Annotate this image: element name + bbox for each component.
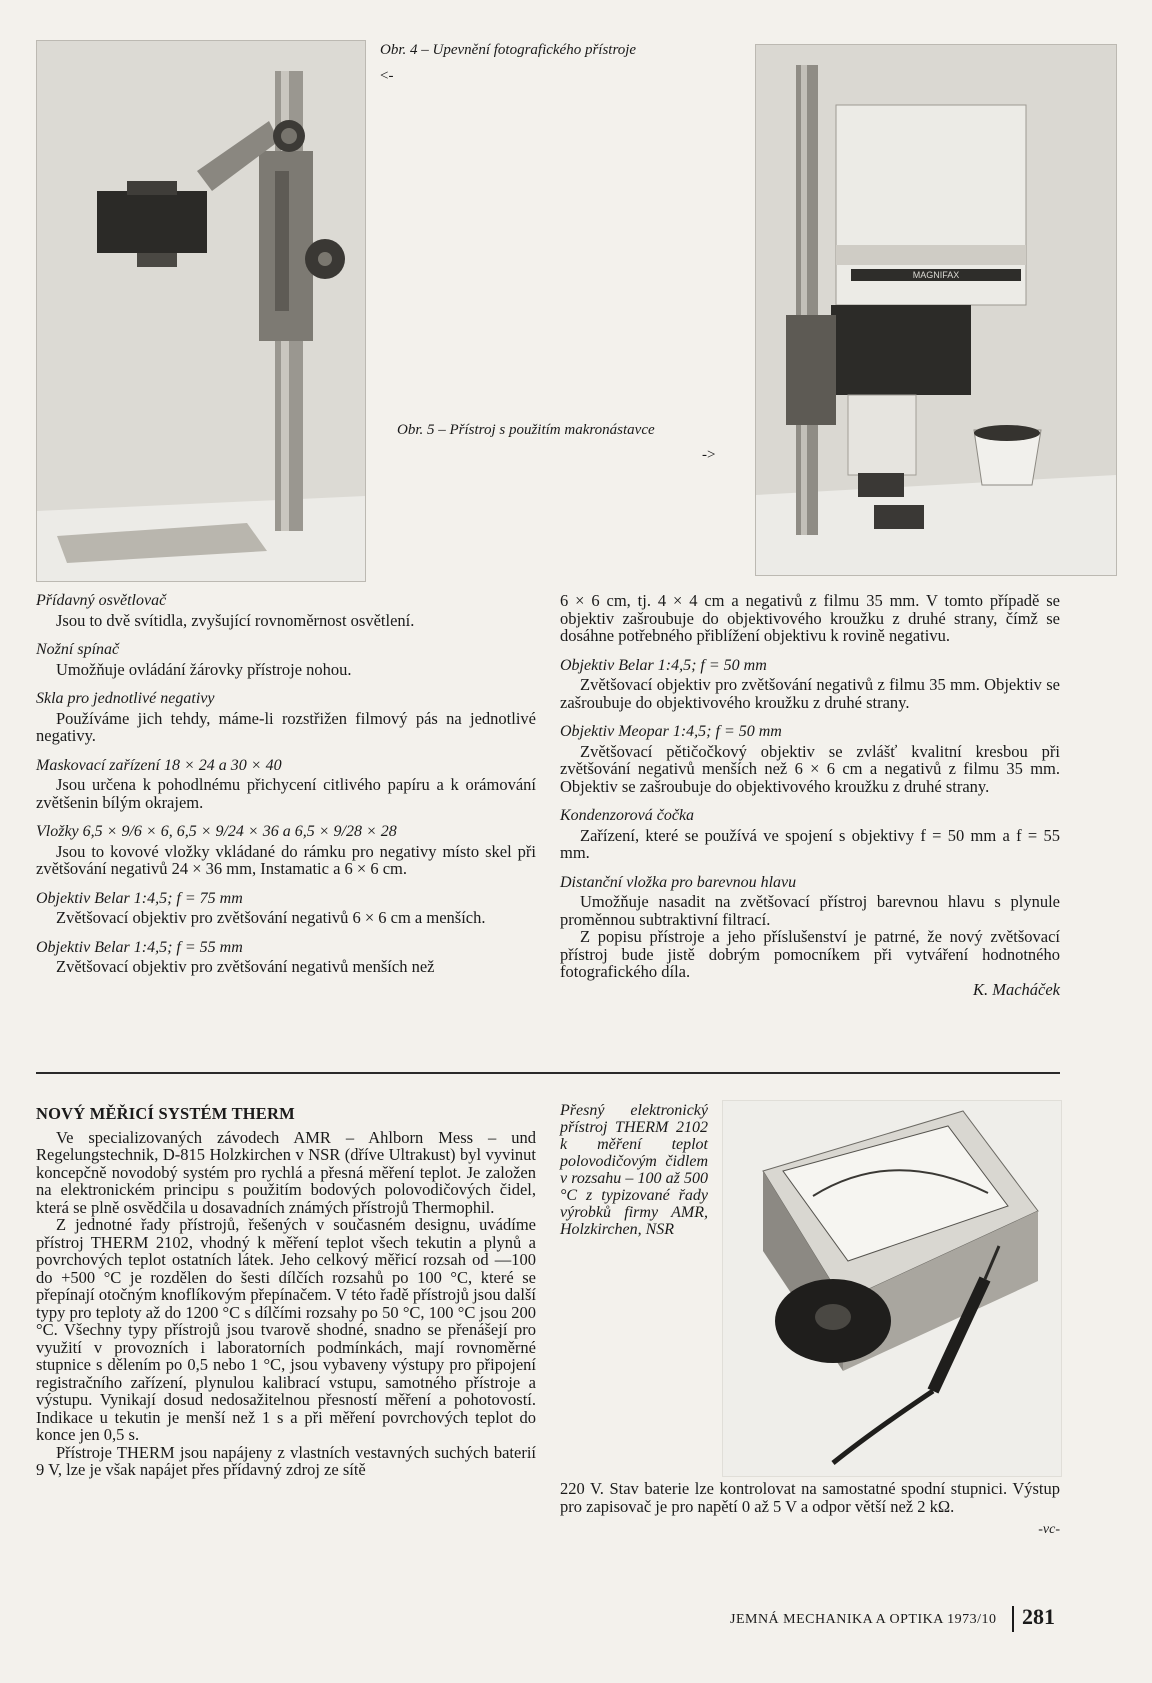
section-heading: Skla pro jednotlivé negativy xyxy=(36,690,215,707)
section-heading: Přídavný osvětlovač xyxy=(36,592,167,609)
section-heading: Nožní spínač xyxy=(36,641,120,658)
page-number: 281 xyxy=(1022,1604,1055,1629)
author-signature: K. Macháček xyxy=(972,979,1060,999)
therm-article xyxy=(36,1105,536,1479)
thermometer-instrument-illustration xyxy=(723,1101,1061,1476)
closing-text: Z popisu přístroje a jeho příslušenství je patrné, že nový zvětšovací přístroj bude jistě dobrým pomocníkem při vytváření hodnotného fotografického díla. xyxy=(560,927,1060,981)
article-paragraph: Přístroje THERM jsou napájeny z vlastních vestavných suchých baterií 9 V, lze je však napájet přes přídavný zdroj ze sítě xyxy=(36,1442,536,1479)
section-heading: Objektiv Belar 1:4,5; f = 75 mm xyxy=(36,889,243,907)
section-text: Zvětšovací objektiv pro zvětšování negativů 6 × 6 cm a menších. xyxy=(56,908,486,927)
figure-5-photo xyxy=(755,44,1117,576)
figure-5-arrow: -> xyxy=(702,447,716,463)
left-column xyxy=(36,592,536,976)
section-text: Zvětšovací objektiv pro zvětšování negativů z filmu 35 mm. Objektiv se zašroubuje do objektivového kroužku z druhé strany. xyxy=(560,675,1060,712)
figure-4-photo xyxy=(36,40,366,582)
section-text: Umožňuje nasadit na zvětšovací přístroj barevnou hlavu s plynule proměnnou subtraktivní filtrací. xyxy=(560,892,1060,929)
therm-photo-caption: Přesný elektronický přístroj THERM 2102 k měření teplot polovodičovým čidlem v rozsahu – 100 až 500 °C z typizované řady výrobků firmy AMR, Holzkirchen, NSR xyxy=(560,1102,708,1238)
section-text: Zvětšovací objektiv pro zvětšování negativů menších než xyxy=(56,957,435,976)
figure-4-arrow: <- xyxy=(380,68,394,84)
section-heading: Distanční vložka pro barevnou hlavu xyxy=(560,873,797,891)
section-heading: Kondenzorová čočka xyxy=(560,807,695,824)
section-text: Jsou určena k pohodlnému přichycení citlivého papíru a k orámování zvětšenin bílým okrajem. xyxy=(36,775,536,812)
section-text: Zvětšovací pětičočkový objektiv se zvlášť kvalitní kresbou při zvětšování negativů menších než 6 × 6 cm a negativů z filmu 35 mm. Objektiv se zašroubuje do objektivového kroužku z druhé strany. xyxy=(560,741,1060,796)
section-text: Umožňuje ovládání žárovky přístroje nohou. xyxy=(56,659,352,679)
continuation-text: 6 × 6 cm, tj. 4 × 4 cm a negativů z filmu 35 mm. V tomto případě se objektiv zašroubuje do objektivového kroužku z druhé strany, čímž se dosáhne potřebného přiblížení objektivu k rovině negativu. xyxy=(560,591,1060,645)
article-paragraph: Ve specializovaných závodech AMR – Ahlborn Mess – und Regelungstechnik, D-815 Holzkirchen v NSR (dříve Ultrakust) byl vyvinut koncepčně novodobý systém pro rychlá a přesná měření teplot. Je založen na elektronickém principu s použitím bodových polovodičových čidel, která se plně osvědčila u dosavadních známých přístrojů Thermophil. xyxy=(36,1127,536,1217)
journal-footer: JEMNÁ MECHANIKA A OPTIKA 1973/10 xyxy=(730,1612,997,1627)
magnifax-label: MAGNIFAX xyxy=(912,270,960,280)
section-text: Používáme jich tehdy, máme-li rozstřižen filmový pás na jednotlivé negativy. xyxy=(36,708,536,745)
therm-continuation xyxy=(560,1480,1060,1539)
author-signature: -vc- xyxy=(1038,1522,1060,1537)
figure-5-caption: Obr. 5 – Přístroj s použitím makronástavce xyxy=(397,422,655,438)
therm-photo xyxy=(722,1100,1062,1477)
section-heading: Objektiv Belar 1:4,5; f = 55 mm xyxy=(36,938,243,956)
section-text: Zařízení, které se používá ve spojení s objektivy f = 50 mm a f = 55 mm. xyxy=(560,825,1060,862)
article-title: NOVÝ MĚŘICÍ SYSTÉM THERM xyxy=(36,1104,295,1123)
signature-line xyxy=(560,981,1060,999)
right-column xyxy=(560,592,1060,998)
article-paragraph: Z jednotné řady přístrojů, řešených v současném designu, uvádíme přístroj THERM 2102, vhodný k měření teplot všech tekutin a plynů a povrchových teplot ostatních látek. Jeho celkový měřicí rozsah od —100 do +500 °C je rozdělen do šesti dílčích rozsahů po 100 °C, které se přepínají otočným knoflíkovým přepínačem. V této řadě přístrojů jsou další typy pro teploty až do 1200 °C s dílčími rozsahy po 50 °C, 100 °C jsou 200 °C. Všechny typy přístrojů jsou tvarově shodné, snadno se přenášejí pro využití v provozních i laboratorních podmínkách, mají rovnoměrné stupnice s dělením po 0,5 nebo 1 °C, jsou vybaveny výstupy pro připojení registračního zařízení, plynulou kalibrací vstupu, samotného přístroje a výstupu. Vynikají dosud nedosažitelnou přesností měření a pohotovostí. Indikace u tekutin je menší než 1 s a při měření povrchových teplot do konce jen 0,5 s. xyxy=(36,1215,536,1444)
enlarger-stand-camera-illustration xyxy=(37,41,365,581)
footer-separator xyxy=(1012,1606,1014,1632)
section-heading: Maskovací zařízení 18 × 24 a 30 × 40 xyxy=(36,756,282,774)
section-text: Jsou to kovové vložky vkládané do rámku pro negativy místo skel při zvětšování negativů 24 × 36 mm, Instamatic a 6 × 6 cm. xyxy=(36,841,536,878)
article-divider xyxy=(36,1072,1060,1074)
signature-line xyxy=(560,1521,1060,1539)
section-heading: Objektiv Belar 1:4,5; f = 50 mm xyxy=(560,656,767,674)
figure-4-caption: Obr. 4 – Upevnění fotografického přístroje xyxy=(380,42,637,58)
continuation-text: 220 V. Stav baterie lze kontrolovat na samostatné spodní stupnici. Výstup pro zapisovač je pro napětí 0 až 5 V a odpor větší než 2 kΩ. xyxy=(560,1479,1060,1516)
section-heading: Vložky 6,5 × 9/6 × 6, 6,5 × 9/24 × 36 a 6,5 × 9/28 × 28 xyxy=(36,823,397,840)
enlarger-macro-illustration xyxy=(756,45,1116,575)
section-text: Jsou to dvě svítidla, zvyšující rovnoměrnost osvětlení. xyxy=(56,610,415,630)
section-heading: Objektiv Meopar 1:4,5; f = 50 mm xyxy=(560,723,782,740)
